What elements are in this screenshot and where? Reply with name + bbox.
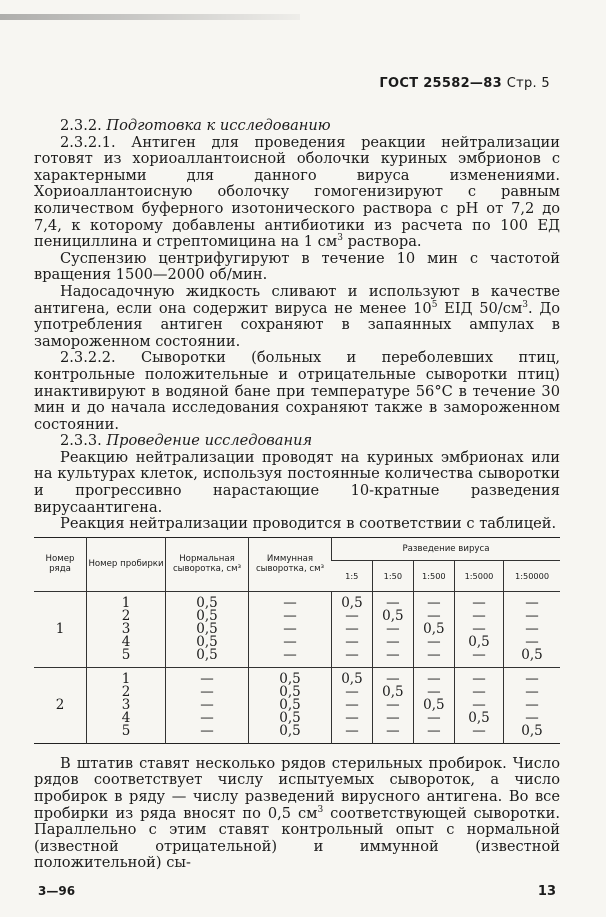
paragraph-2-3-2-1: 2.3.2.1. Антиген для проведения реакции нейтрализации готовят из хориоаллантоисной оболочки куриных эмбрионов с характерными для данного вируса изменениями. Хориоаллантоисную оболочку гомогенизируют с равным количеством буферного изотонического раствора с pH от 7,2 до 7,4, к которому добавлены антибиотики из расчета по 100 ЕД пенициллина и стрептомицина на 1 $см^3$ раствора. xyxy=(34,133,560,251)
header-immune-serum: Иммунная сыворотка, см³ xyxy=(249,537,332,591)
header-tube-no: Номер пробирки xyxy=(87,537,166,591)
dilution-3-values: — — 0,5 — — xyxy=(413,667,454,743)
footer-left: 3—96 xyxy=(38,884,76,898)
dilution-2-values: — 0,5 — — — xyxy=(372,667,413,743)
paragraph-supernatant: Надосадочную жидкость сливают и используют в качестве антигена, если она содержит вируса не менее $10^5$ ЕIД $50/см^3$. До употребления антиген сохраняют в запаянных ампулах в замороженном состоянии. xyxy=(34,282,561,350)
tube-numbers: 1 2 3 4 5 xyxy=(87,667,166,743)
header-row-no: Номер ряда xyxy=(34,537,87,591)
paragraph-after-table: В штатив ставят несколько рядов стерильных пробирок. Число рядов соответствует числу испытуемых сывороток, а число пробирок в ряду — числу разведений вирусного антигена. Во все пробирки из ряда вносят по 0,5 $см^3$ соответствующей сыворотки. Параллельно с этим ставят контрольный опыт с нормальной (известной отрицательной) и иммунной (известной положительной) сы- xyxy=(34,754,560,872)
section-heading-2-3-2: 2.3.2. Подготовка к исследованию xyxy=(60,117,331,134)
section-heading-2-3-3: 2.3.3. Проведение исследования xyxy=(60,432,313,450)
header-dilution-1: 1:5 xyxy=(332,560,373,591)
table-row-group-1 xyxy=(34,591,560,667)
dilution-1-values: 0,5 — — — — xyxy=(332,591,373,667)
standard-number: ГОСТ 25582—83 xyxy=(379,76,502,91)
row-number: 1 xyxy=(55,620,65,637)
normal-serum-values: 0,5 0,5 0,5 0,5 0,5 xyxy=(166,591,249,667)
dilution-4-values: — — — 0,5 — xyxy=(454,591,503,667)
paragraph-reaction: Реакцию нейтрализации проводят на куриных эмбрионах или на культурах клеток, используя постоянные количества сыворотки и прогрессивно нарастающие 10-кратные разведения вирусаантигена. xyxy=(34,448,560,516)
immune-serum-values: 0,5 0,5 0,5 0,5 0,5 xyxy=(249,667,332,743)
header-normal-serum: Нормальная сыворотка, см³ xyxy=(166,537,249,591)
scan-artifact xyxy=(0,14,300,20)
dilution-5-values: — — — — 0,5 xyxy=(504,591,560,667)
dilution-5-values: — — — — 0,5 xyxy=(504,667,560,743)
header-dilution-4: 1:5000 xyxy=(454,560,503,591)
paragraph-table-lead: Реакция нейтрализации проводится в соответствии с таблицей. xyxy=(60,515,557,533)
immune-serum-values: — — — — — xyxy=(249,591,332,667)
header-virus-dilution: Разведение вируса xyxy=(332,537,561,560)
dilution-4-values: — — — 0,5 — xyxy=(454,667,503,743)
dilution-1-values: 0,5 — — — — xyxy=(332,667,373,743)
paragraph-suspension: Суспензию центрифугируют в течение 10 мин с частотой вращения 1500—2000 об/мин. xyxy=(34,249,560,284)
page-number: 13 xyxy=(537,884,556,899)
header-dilution-3: 1:500 xyxy=(413,560,454,591)
normal-serum-values: — — — — — xyxy=(166,667,249,743)
page-label: Стр. 5 xyxy=(506,76,550,91)
dilution-3-values: — — 0,5 — — xyxy=(413,591,454,667)
header-dilution-2: 1:50 xyxy=(372,560,413,591)
tube-numbers: 1 2 3 4 5 xyxy=(87,591,166,667)
table-row-group-2 xyxy=(34,667,560,743)
row-number: 2 xyxy=(34,667,87,743)
header-dilution-5: 1:50000 xyxy=(504,560,560,591)
dilution-2-values: — 0,5 — — — xyxy=(372,591,413,667)
neutralization-table xyxy=(34,537,560,744)
document-body xyxy=(34,118,560,872)
page-header xyxy=(379,76,550,91)
paragraph-2-3-2-2: 2.3.2.2. Сыворотки (больных и переболевших птиц, контрольные положительные и отрицательные сыворотки птиц) инактивируют в водяной бане при температуре 56°С в течение 30 мин и до начала исследования сохраняют также в замороженном состоянии. xyxy=(34,349,560,433)
